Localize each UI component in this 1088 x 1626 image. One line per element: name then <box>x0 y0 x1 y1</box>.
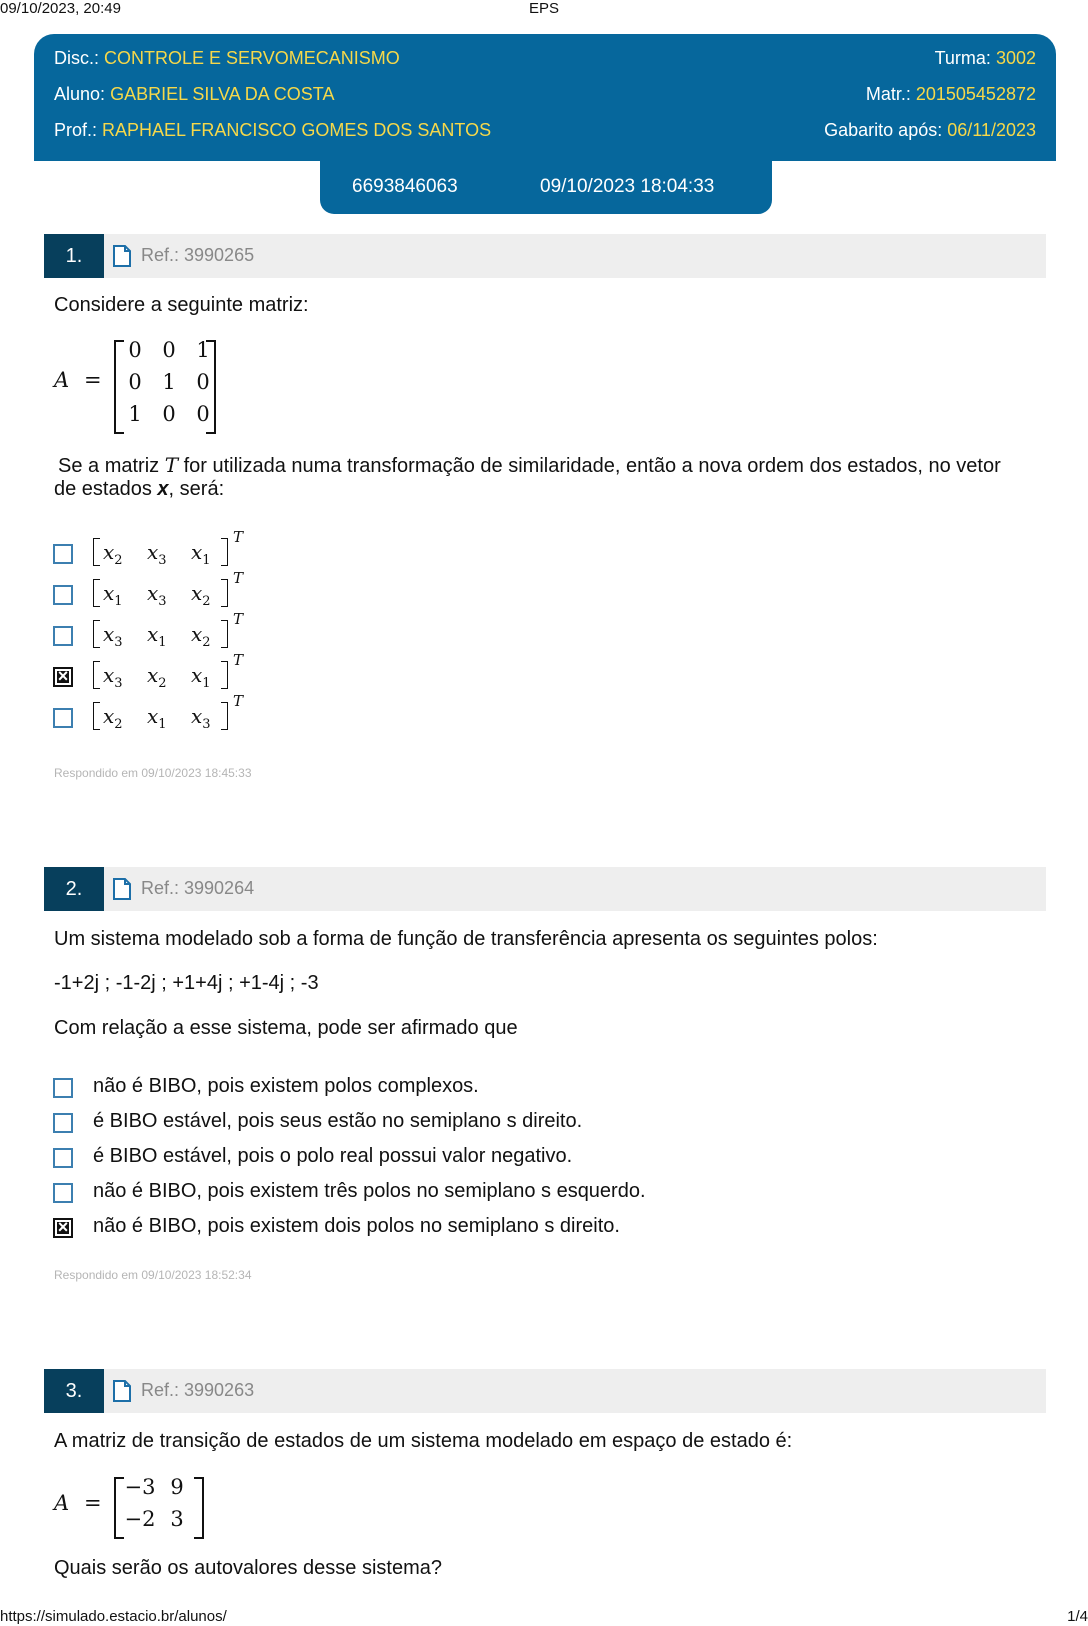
question-2-poles: -1+2j ; -1-2j ; +1+4j ; +1-4j ; -3 <box>54 972 319 994</box>
question-1-statement-line1 <box>58 453 1001 478</box>
matrix-cell: 0 <box>128 338 142 362</box>
answer-checkbox-checked[interactable] <box>53 667 73 687</box>
vec-el: $x_1$ <box>147 704 167 732</box>
exam-info-banner <box>34 34 1056 161</box>
answer-checkbox[interactable] <box>53 626 73 646</box>
matrix-cell: 9 <box>170 1475 184 1499</box>
vec-el: $x_2$ <box>103 704 123 732</box>
answer-checkbox[interactable] <box>53 585 73 605</box>
question-2-answered: Respondido em 09/10/2023 18:52:34 <box>54 1268 252 1282</box>
question-ref: Ref.: 3990264 <box>141 878 255 898</box>
print-datetime: 09/10/2023, 20:49 <box>0 0 121 17</box>
question-ref: Ref.: 3990263 <box>141 1380 255 1400</box>
print-url: https://simulado.estacio.br/alunos/ <box>0 1608 227 1625</box>
matr-value: 201505452872 <box>915 84 1036 104</box>
disc-label: Disc.: <box>54 48 99 68</box>
prof-label: Prof.: <box>54 120 98 140</box>
matrix-cell: 0 <box>196 402 210 426</box>
answer-checkbox[interactable] <box>53 544 73 564</box>
turma-value: 3002 <box>995 48 1036 68</box>
prof-value: RAPHAEL FRANCISCO GOMES DOS SANTOS <box>102 120 492 140</box>
question-3-header <box>44 1369 1046 1413</box>
vec-el: $x_3$ <box>103 622 123 650</box>
answer-checkbox-checked[interactable] <box>53 1218 73 1238</box>
state-vector <box>93 569 293 613</box>
option-text: é BIBO estável, pois o polo real possui valor negativo. <box>93 1145 573 1167</box>
exam-code: 6693846063 <box>352 176 458 197</box>
vec-el: $x_3$ <box>147 540 167 568</box>
matrix-cell: 1 <box>196 338 210 362</box>
print-header <box>0 0 1088 16</box>
matrix-cell: 1 <box>162 370 176 394</box>
option-text: não é BIBO, pois existem polos complexos. <box>93 1075 479 1097</box>
vec-el: $x_1$ <box>147 622 167 650</box>
statement-part: Se a matriz <box>58 455 165 477</box>
matrix-name: A <box>54 368 70 392</box>
question-1-answered: Respondido em 09/10/2023 18:45:33 <box>54 766 252 780</box>
matrix-equals: = <box>84 368 102 392</box>
vec-el: $x_3$ <box>191 704 211 732</box>
transpose-mark: T <box>233 610 244 628</box>
transpose-mark: T <box>233 528 244 546</box>
question-number: 3. <box>44 1369 104 1413</box>
document-icon <box>113 245 131 267</box>
disc-value: CONTROLE E SERVOMECANISMO <box>104 48 400 68</box>
option-text: não é BIBO, pois existem dois polos no semiplano s direito. <box>93 1215 620 1237</box>
matrix-equals: = <box>84 1491 102 1515</box>
print-footer <box>0 1608 1088 1626</box>
matrix-cell: 0 <box>162 402 176 426</box>
answer-checkbox[interactable] <box>53 1078 73 1098</box>
question-3-intro: A matriz de transição de estados de um sistema modelado em espaço de estado é: <box>54 1430 793 1452</box>
vec-el: $x_3$ <box>147 581 167 609</box>
matrix-right-bracket <box>194 1477 204 1539</box>
statement-var-t: T <box>164 453 179 477</box>
transpose-mark: T <box>233 569 244 587</box>
question-2-intro: Um sistema modelado sob a forma de função de transferência apresenta os seguintes polos: <box>54 928 878 950</box>
matrix-cell: 0 <box>128 370 142 394</box>
matrix-cell: −3 <box>124 1475 156 1499</box>
vec-el: $x_2$ <box>147 663 167 691</box>
matrix-cell: 1 <box>128 402 142 426</box>
matrix-name: A <box>54 1491 70 1515</box>
statement-var-x: x <box>157 478 169 500</box>
question-1-intro: Considere a seguinte matriz: <box>54 294 309 316</box>
print-title: EPS <box>528 0 559 17</box>
vec-el: $x_1$ <box>103 581 123 609</box>
matr-label: Matr.: <box>865 84 911 104</box>
transpose-mark: T <box>233 692 244 710</box>
answer-checkbox[interactable] <box>53 1148 73 1168</box>
question-2-header <box>44 867 1046 911</box>
statement-part: de estados <box>54 478 158 500</box>
aluno-label: Aluno: <box>54 84 106 104</box>
question-3-question: Quais serão os autovalores desse sistema? <box>54 1557 442 1579</box>
matrix-a-2x2 <box>54 1475 214 1539</box>
exam-code-bar <box>320 160 772 214</box>
question-number: 1. <box>44 234 104 278</box>
gabarito-value: 06/11/2023 <box>947 120 1036 140</box>
vec-el: $x_2$ <box>103 540 123 568</box>
state-vector <box>93 610 293 654</box>
aluno-value: GABRIEL SILVA DA COSTA <box>110 84 335 104</box>
vec-el: $x_1$ <box>191 663 211 691</box>
statement-part: for utilizada numa transformação de similaridade, então a nova ordem dos estados, no vetor <box>178 455 1001 477</box>
question-1-statement-line2 <box>54 478 224 501</box>
vec-el: $x_3$ <box>103 663 123 691</box>
exam-timestamp: 09/10/2023 18:04:33 <box>540 176 715 197</box>
question-1-header <box>44 234 1046 278</box>
statement-part: , será: <box>168 478 225 500</box>
matrix-a-3x3 <box>54 338 254 434</box>
document-icon <box>113 878 131 900</box>
print-page-number: 1/4 <box>1067 1608 1088 1625</box>
answer-checkbox[interactable] <box>53 1183 73 1203</box>
answer-checkbox[interactable] <box>53 1113 73 1133</box>
question-number: 2. <box>44 867 104 911</box>
transpose-mark: T <box>233 651 244 669</box>
matrix-cell: 0 <box>162 338 176 362</box>
vec-el: $x_2$ <box>191 622 211 650</box>
answer-checkbox[interactable] <box>53 708 73 728</box>
state-vector <box>93 692 293 736</box>
turma-label: Turma: <box>934 48 991 68</box>
matrix-cell: −2 <box>124 1507 156 1531</box>
matrix-cell: 3 <box>170 1507 184 1531</box>
question-ref: Ref.: 3990265 <box>141 245 255 265</box>
question-2-prompt: Com relação a esse sistema, pode ser afirmado que <box>54 1017 518 1039</box>
document-icon <box>113 1380 131 1402</box>
vec-el: $x_2$ <box>191 581 211 609</box>
option-text: é BIBO estável, pois seus estão no semiplano s direito. <box>93 1110 583 1132</box>
state-vector <box>93 528 293 572</box>
gabarito-label: Gabarito após: <box>824 120 943 140</box>
matrix-cell: 0 <box>196 370 210 394</box>
state-vector <box>93 651 293 695</box>
option-text: não é BIBO, pois existem três polos no semiplano s esquerdo. <box>93 1180 646 1202</box>
vec-el: $x_1$ <box>191 540 211 568</box>
